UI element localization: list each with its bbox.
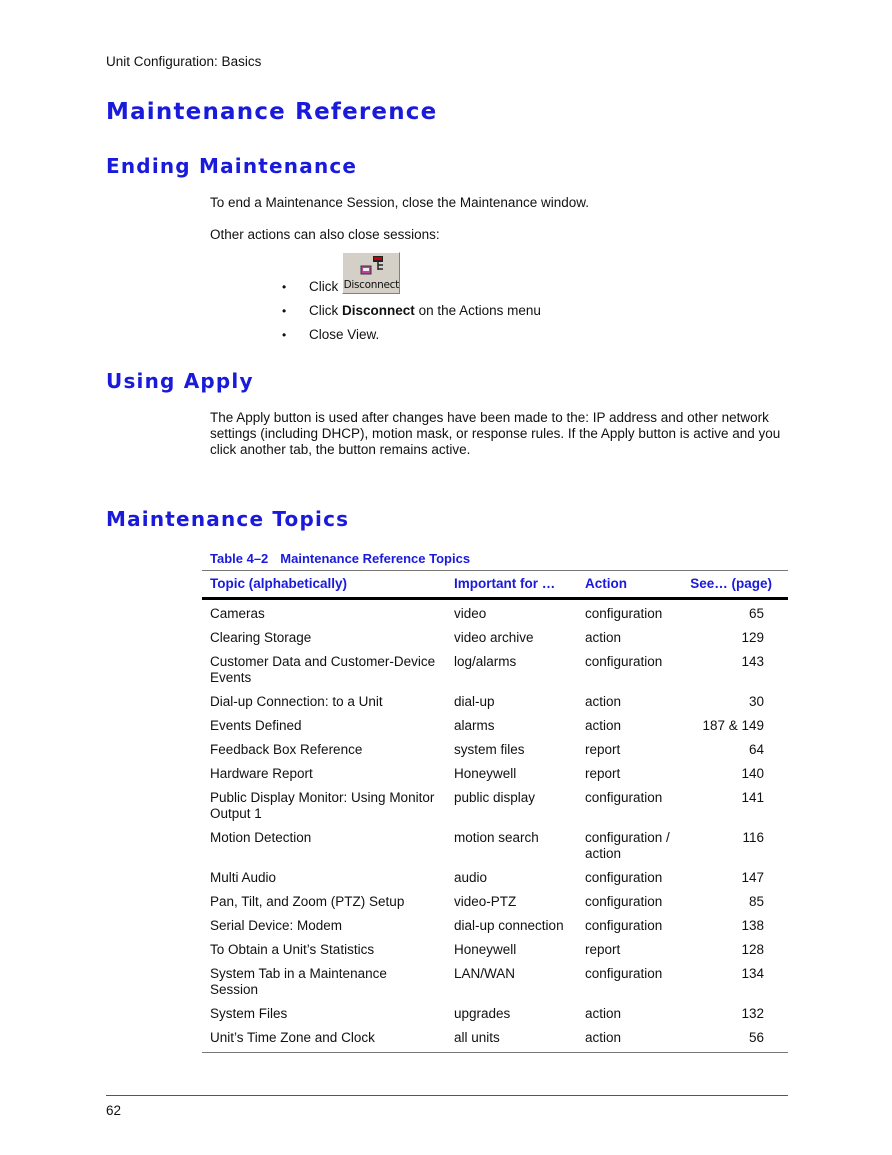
cell-important-for: public display bbox=[454, 790, 536, 805]
cell-page: 141 bbox=[741, 790, 764, 805]
cell-topic: Events Defined bbox=[210, 718, 302, 733]
table-row bbox=[202, 714, 788, 738]
section-heading-using-apply: Using Apply bbox=[106, 369, 254, 393]
bullet-text-pre: Click bbox=[309, 303, 339, 318]
cell-action: configuration bbox=[585, 966, 663, 981]
cell-important-for: Honeywell bbox=[454, 766, 517, 781]
section-heading-maintenance-topics: Maintenance Topics bbox=[106, 507, 350, 531]
table-row bbox=[202, 1026, 788, 1053]
column-header-page: See… (page) bbox=[682, 571, 788, 599]
table-row bbox=[202, 914, 788, 938]
table-row bbox=[202, 599, 788, 627]
column-header-topic: Topic (alphabetically) bbox=[202, 571, 446, 599]
cell-important-for: log/alarms bbox=[454, 654, 517, 669]
section-heading-ending-maintenance: Ending Maintenance bbox=[106, 154, 358, 178]
cell-page: 143 bbox=[741, 654, 764, 669]
table-row bbox=[202, 826, 788, 866]
cell-important-for: upgrades bbox=[454, 1006, 511, 1021]
cell-action: report bbox=[585, 766, 621, 781]
bullet-dot: • bbox=[282, 328, 287, 342]
cell-important-for: system files bbox=[454, 742, 525, 757]
cell-action: configuration bbox=[585, 918, 663, 933]
bullet-dot: • bbox=[282, 280, 287, 294]
table-row bbox=[202, 962, 788, 1002]
cell-topic: To Obtain a Unit’s Statistics bbox=[210, 942, 375, 957]
cell-action: action bbox=[585, 718, 622, 733]
cell-page: 132 bbox=[741, 1006, 764, 1021]
footer-rule bbox=[106, 1095, 788, 1096]
disconnect-icon bbox=[359, 255, 385, 277]
cell-topic: Motion Detection bbox=[210, 830, 312, 845]
cell-important-for: video archive bbox=[454, 630, 534, 645]
cell-page: 65 bbox=[748, 606, 764, 621]
cell-important-for: LAN/WAN bbox=[454, 966, 516, 981]
column-header-important-for: Important for … bbox=[446, 571, 577, 599]
cell-page: 134 bbox=[741, 966, 764, 981]
cell-topic: System Files bbox=[210, 1006, 288, 1021]
bullet-actions-menu bbox=[282, 303, 541, 318]
ending-paragraph: To end a Maintenance Session, close the Maintenance window. bbox=[210, 195, 589, 210]
cell-action: configuration bbox=[585, 894, 663, 909]
table-row bbox=[202, 626, 788, 650]
cell-topic: Pan, Tilt, and Zoom (PTZ) Setup bbox=[210, 894, 405, 909]
cell-page: 30 bbox=[748, 694, 764, 709]
table-row bbox=[202, 890, 788, 914]
cell-important-for: dial-up bbox=[454, 694, 495, 709]
cell-action: configuration bbox=[585, 654, 663, 669]
cell-action: action bbox=[585, 694, 622, 709]
cell-page: 147 bbox=[741, 870, 764, 885]
table-row bbox=[202, 738, 788, 762]
cell-action: action bbox=[585, 630, 622, 645]
table-row bbox=[202, 786, 788, 826]
bullet-text-bold: Disconnect bbox=[342, 303, 415, 318]
running-header: Unit Configuration: Basics bbox=[106, 54, 262, 69]
table-caption-number: Table 4–2 bbox=[210, 551, 269, 566]
table-row bbox=[202, 762, 788, 786]
maintenance-topics-table bbox=[202, 570, 788, 1053]
table-row bbox=[202, 690, 788, 714]
cell-topic: Cameras bbox=[210, 606, 265, 621]
cell-page: 116 bbox=[742, 830, 764, 845]
cell-page: 187 & 149 bbox=[702, 718, 764, 733]
cell-action: report bbox=[585, 742, 621, 757]
table-row bbox=[202, 938, 788, 962]
cell-topic: Hardware Report bbox=[210, 766, 313, 781]
cell-page: 140 bbox=[741, 766, 764, 781]
page-title: Maintenance Reference bbox=[106, 99, 438, 125]
cell-topic: Clearing Storage bbox=[210, 630, 312, 645]
disconnect-button[interactable] bbox=[342, 252, 400, 294]
cell-page: 85 bbox=[748, 894, 764, 909]
cell-topic: Multi Audio bbox=[210, 870, 277, 885]
cell-topic: Dial-up Connection: to a Unit bbox=[210, 694, 383, 709]
table-row bbox=[202, 866, 788, 890]
other-actions-paragraph: Other actions can also close sessions: bbox=[210, 227, 440, 242]
bullet-click-disconnect-button bbox=[282, 249, 400, 294]
cell-action: report bbox=[585, 942, 621, 957]
cell-important-for: motion search bbox=[454, 830, 539, 845]
table-caption-title: Maintenance Reference Topics bbox=[280, 551, 471, 566]
cell-topic: Public Display Monitor: Using Monitor Output 1 bbox=[210, 790, 435, 821]
page-number: 62 bbox=[106, 1103, 122, 1118]
cell-important-for: video-PTZ bbox=[454, 894, 517, 909]
table-row bbox=[202, 1002, 788, 1026]
cell-page: 128 bbox=[741, 942, 764, 957]
cell-page: 56 bbox=[682, 1026, 788, 1053]
cell-action: configuration bbox=[585, 870, 663, 885]
cell-important-for: all units bbox=[446, 1026, 577, 1053]
cell-important-for: Honeywell bbox=[454, 942, 517, 957]
cell-page: 138 bbox=[741, 918, 764, 933]
apply-paragraph: The Apply button is used after changes have been made to the: IP address and other network settings (including DHCP), motion mask, or response rules. If the Apply button is active and you click another tab, the button remains active. bbox=[210, 410, 781, 457]
cell-important-for: alarms bbox=[454, 718, 495, 733]
cell-topic: Feedback Box Reference bbox=[210, 742, 363, 757]
column-header-action: Action bbox=[577, 571, 682, 599]
bullet-dot: • bbox=[282, 304, 287, 318]
disconnect-button-label: Disconnect bbox=[343, 279, 399, 291]
cell-important-for: video bbox=[454, 606, 487, 621]
table-header-row bbox=[202, 571, 788, 599]
table-caption bbox=[210, 551, 470, 566]
cell-topic: Serial Device: Modem bbox=[210, 918, 343, 933]
cell-action: configuration bbox=[585, 790, 663, 805]
table-body bbox=[202, 599, 788, 1053]
cell-page: 64 bbox=[748, 742, 764, 757]
cell-action: action bbox=[577, 1026, 682, 1053]
cell-important-for: dial-up connection bbox=[454, 918, 564, 933]
cell-action: action bbox=[585, 1006, 622, 1021]
bullet-close-view bbox=[282, 327, 379, 342]
cell-topic: System Tab in a Maintenance Session bbox=[210, 966, 387, 997]
cell-action: configuration / action bbox=[585, 830, 670, 861]
bullet-text-post: on the Actions menu bbox=[418, 303, 541, 318]
bullet-text: Click bbox=[309, 279, 339, 294]
cell-topic: Unit’s Time Zone and Clock bbox=[202, 1026, 446, 1053]
cell-page: 129 bbox=[741, 630, 764, 645]
cell-important-for: audio bbox=[454, 870, 488, 885]
table-row bbox=[202, 650, 788, 690]
cell-topic: Customer Data and Customer-Device Events bbox=[210, 654, 436, 685]
bullet-text: Close View. bbox=[309, 327, 380, 342]
cell-action: configuration bbox=[585, 606, 663, 621]
